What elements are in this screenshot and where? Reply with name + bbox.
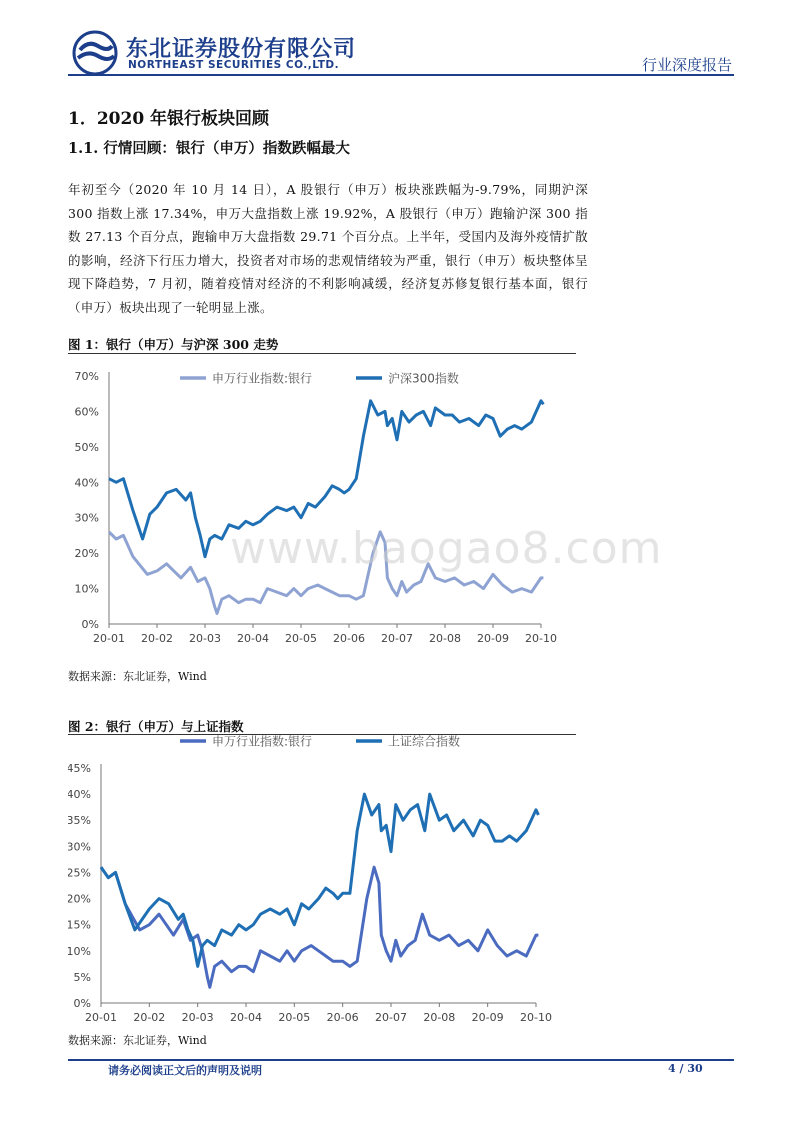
legend-label: 上证综合指数	[388, 735, 461, 749]
x-tick-label: 20-06	[326, 1011, 359, 1024]
y-tick-label: 60%	[74, 405, 99, 419]
y-tick-label: 0%	[81, 618, 99, 631]
y-tick-label: 25%	[68, 866, 91, 880]
x-tick-label: 20-10	[520, 1011, 552, 1024]
y-tick-label: 20%	[74, 547, 99, 561]
header-divider	[68, 74, 734, 76]
footer-divider	[68, 1059, 734, 1061]
figure-1-rule	[68, 353, 576, 354]
figure-2-source: 数据来源：东北证券，Wind	[68, 1034, 207, 1047]
page-number: 4 / 30	[668, 1062, 703, 1075]
x-tick-label: 20-08	[423, 1011, 456, 1024]
x-tick-label: 20-04	[237, 632, 269, 645]
x-tick-label: 20-08	[429, 632, 461, 645]
report-type-label: 行业深度报告	[641, 56, 732, 74]
x-tick-label: 20-03	[189, 632, 221, 645]
x-tick-label: 20-05	[285, 632, 317, 645]
x-tick-label: 20-07	[381, 632, 413, 645]
x-tick-label: 20-01	[93, 632, 125, 645]
y-tick-label: 30%	[74, 511, 99, 525]
company-name-cn: 东北证券股份有限公司	[126, 37, 357, 62]
page-header	[0, 0, 800, 80]
subsection-heading: 1.1. 行情回顾：银行（申万）指数跌幅最大	[68, 140, 350, 157]
series-line-1	[101, 794, 538, 966]
company-name-en: NORTHEAST SECURITIES CO.,LTD.	[128, 59, 340, 71]
x-tick-label: 20-03	[181, 1011, 214, 1024]
watermark: www.baogao8.com	[230, 523, 663, 574]
figure-1-source: 数据来源：东北证券，Wind	[68, 670, 207, 683]
x-tick-label: 20-02	[141, 632, 173, 645]
figure-2-chart	[68, 735, 576, 1027]
y-tick-label: 15%	[68, 918, 91, 932]
y-tick-label: 10%	[68, 944, 91, 958]
x-tick-label: 20-07	[375, 1011, 407, 1024]
x-tick-label: 20-05	[278, 1011, 311, 1024]
y-tick-label: 30%	[68, 840, 91, 854]
x-tick-label: 20-10	[525, 632, 557, 645]
y-tick-label: 40%	[74, 476, 99, 490]
x-tick-label: 20-06	[333, 632, 365, 645]
figure-2-title: 图 2：银行（申万）与上证指数	[68, 719, 244, 734]
y-tick-label: 10%	[74, 582, 99, 596]
x-tick-label: 20-04	[230, 1011, 262, 1024]
figure-1-chart	[68, 356, 576, 650]
chart-2-svg	[68, 735, 576, 1027]
y-tick-label: 70%	[74, 370, 99, 383]
company-logo-icon	[72, 30, 118, 76]
section-heading: 1．2020 年银行板块回顾	[68, 109, 270, 129]
x-tick-label: 20-02	[133, 1011, 166, 1024]
y-tick-label: 45%	[68, 762, 91, 775]
series-line-0	[101, 867, 538, 987]
y-tick-label: 40%	[68, 788, 91, 802]
chart-1-svg	[68, 356, 576, 650]
y-tick-label: 5%	[73, 970, 91, 984]
figure-1-title: 图 1：银行（申万）与沪深 300 走势	[68, 337, 279, 352]
footer-disclaimer: 请务必阅读正文后的声明及说明	[108, 1064, 262, 1077]
y-tick-label: 50%	[74, 440, 99, 454]
body-paragraph: 年初至今（2020 年 10 月 14 日），A 股银行（申万）板块涨跌幅为-9.79%，同期沪深 300 指数上涨 17.34%，申万大盘指数上涨 19.92%，A 股银行（申万）跑输沪深 300 指数 27.13 个百分点，跑输申万大盘指数 29.71 个百分点。上半年，受国内及海外疫情扩散的影响，经济下行压力增大，投资者对市场的悲观情绪较为严重，银行（申万）板块整体呈现下降趋势，7 月初，随着疫情对经济的不利影响减缓，经济复苏修复银行基本面，银行（申万）板块出现了一轮明显上涨。	[68, 182, 588, 315]
y-tick-label: 0%	[73, 997, 91, 1010]
y-tick-label: 20%	[68, 892, 91, 906]
x-tick-label: 20-01	[85, 1011, 117, 1024]
legend-label: 申万行业指数:银行	[212, 735, 313, 749]
legend-label: 申万行业指数:银行	[212, 371, 313, 386]
y-tick-label: 35%	[68, 814, 91, 828]
x-tick-label: 20-09	[471, 1011, 504, 1024]
x-tick-label: 20-09	[477, 632, 509, 645]
legend-label: 沪深300指数	[388, 371, 459, 386]
